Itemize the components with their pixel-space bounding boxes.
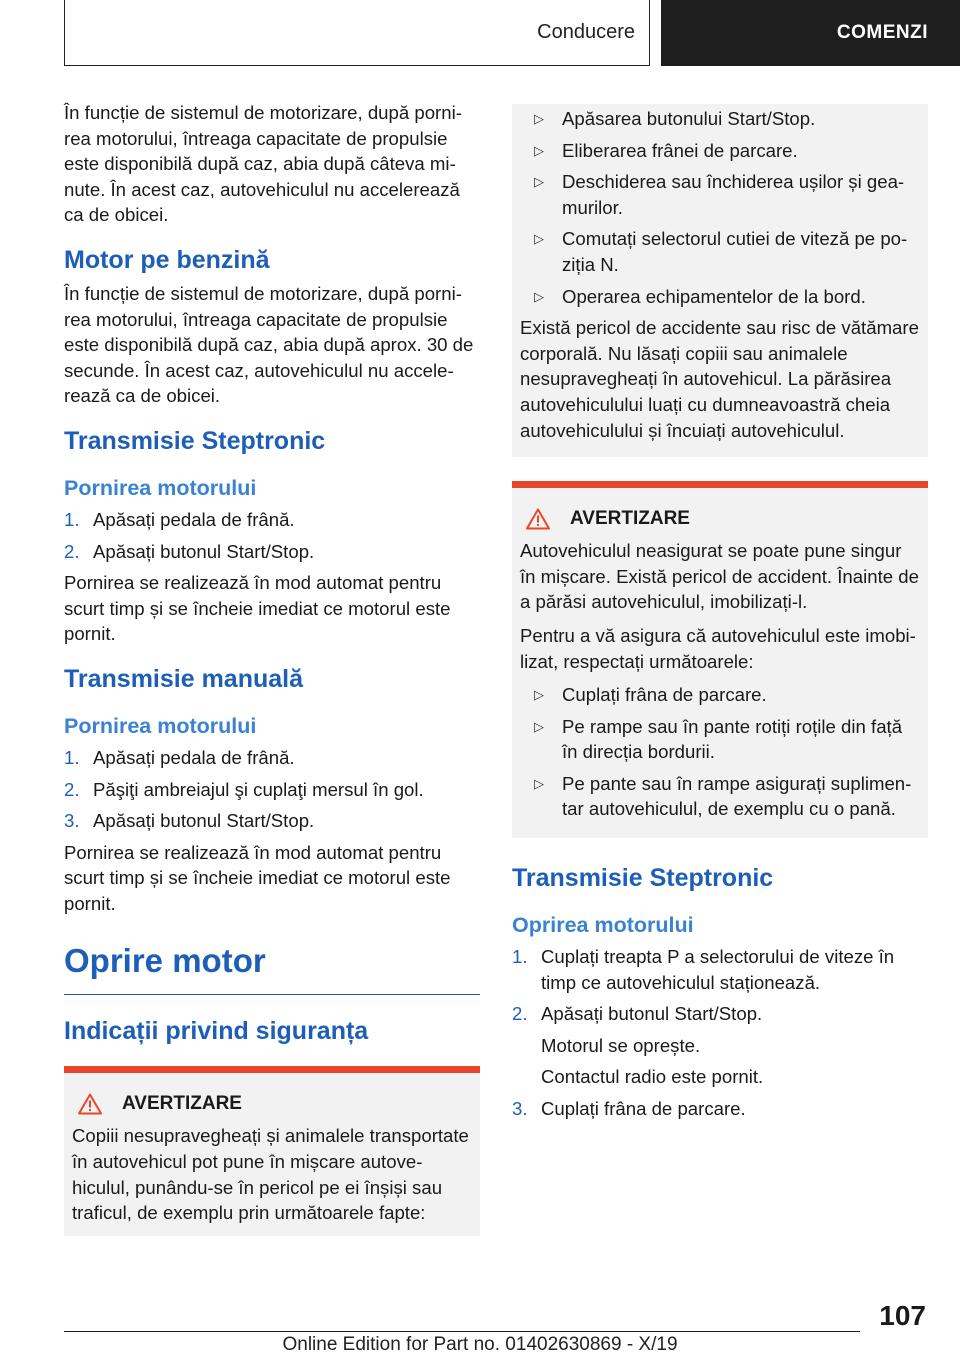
step-result-engine: Motorul se oprește. (541, 1034, 701, 1056)
header-chapter-tab (661, 0, 960, 66)
page-number: 107 (879, 1300, 926, 1331)
list-item: ▷ Pe pante sau în rampe asigurați suplimentar autovehiculul, de exemplu cu o pană. (520, 771, 920, 822)
bullet-triangle-icon: ▷ (534, 687, 544, 703)
list-item: 1. Cuplați treapta P a selectorului de viteze în timp ce autovehiculul staționează. (512, 946, 895, 993)
steptronic-start-note: Pornirea se realizează în mod automat pentru scurt timp și se încheie imediat ce motorul este pornit. (64, 572, 451, 645)
warning-box-unsecured-vehicle (512, 481, 928, 838)
petrol-engine-paragraph: În funcție de sistemul de motorizare, după pornirea motorului, întreaga capacitate de propulsie este disponibilă după caz, abia după aprox. 30 de secunde. În acest caz, autovehiculul nu accelerează ca de obicei. (64, 282, 474, 407)
secure-vehicle-list (520, 682, 920, 822)
warning-text-secure: Pentru a vă asigura că autovehiculul este imobilizat, respectați următoarele: (520, 624, 916, 672)
bullet-triangle-icon: ▷ (534, 111, 544, 126)
list-item: 2. Păşiţi ambreiajul şi cuplaţi mersul în gol. (64, 778, 424, 800)
warning-text: Copiii nesupravegheați și animalele transportate în autovehicul pot pune în mișcare autovehiculul, punându-se în pericol pe ei înșiși sau traficul, de exemplu prin următoarele fapte: (72, 1125, 469, 1224)
steptronic-start-steps (64, 507, 480, 564)
warning-triangle-icon (78, 1093, 102, 1115)
safety-heading: Indicații privind siguranța (64, 1017, 369, 1046)
list-item: ▷ Operarea echipamentelor de la bord. (520, 284, 920, 310)
steptronic-stop-subheading: Oprirea motorului (512, 913, 694, 938)
footer-edition: Online Edition for Part no. 01402630869 - X/19 (282, 1334, 678, 1355)
steptronic-stop-heading: Transmisie Steptronic (512, 864, 774, 893)
intro-paragraph: În funcție de sistemul de motorizare, după pornirea motorului, întreaga capacitate de propulsie este disponibilă după caz, abia după câteva minute. În acest caz, autovehiculul nu accelerează ca de obicei. (64, 102, 462, 226)
warning-header (520, 508, 920, 530)
steptronic-heading: Transmisie Steptronic (64, 426, 326, 455)
warning-label: AVERTIZARE (122, 1093, 242, 1115)
bullet-triangle-icon: ▷ (534, 174, 544, 190)
left-column (64, 100, 480, 1236)
header-chapter-label: COMENZI (836, 22, 928, 43)
steptronic-stop-steps-continued (512, 1096, 928, 1122)
danger-paragraph: Există pericol de accidente sau risc de vătămare corporală. Nu lăsați copiii sau animalele nesupravegheați în autovehicul. La părăsirea autovehiculului luați cu dumneavoastră cheia autovehiculului și încuiați autovehiculul. (520, 317, 919, 441)
bullet-triangle-icon: ▷ (534, 718, 544, 734)
manual-transmission-heading: Transmisie manuală (64, 664, 304, 693)
step-result-radio: Contactul radio este pornit. (541, 1066, 764, 1088)
manual-start-note: Pornirea se realizează în mod automat pentru scurt timp și se încheie imediat ce motorul este pornit. (64, 841, 451, 914)
warning-box-children (64, 1066, 480, 1235)
warning-text: Autovehiculul neasigurat se poate pune singur în mișcare. Există pericol de accident. Înainte de a părăsi autovehiculul, imobilizați-l. (520, 540, 919, 613)
list-item: 1. Apăsați pedala de frână. (64, 508, 295, 530)
manual-start-steps (64, 745, 480, 834)
list-item: 2. Apăsați butonul Start/Stop. (512, 1003, 763, 1025)
manual-start-subheading: Pornirea motorului (64, 713, 257, 738)
list-item: 3. Cuplați frâna de parcare. (512, 1098, 746, 1120)
bullet-triangle-icon: ▷ (534, 231, 544, 247)
warning-triangle-icon (526, 508, 550, 530)
list-item: ▷ Eliberarea frânei de parcare. (520, 138, 920, 164)
header-section-tab (64, 0, 650, 66)
petrol-engine-heading: Motor pe benzină (64, 245, 270, 274)
warning-header (72, 1093, 472, 1115)
warning-box-children-continued (512, 104, 928, 457)
bullet-triangle-icon: ▷ (534, 775, 544, 791)
header-section-label: Conducere (537, 21, 635, 43)
list-item: ▷ Deschiderea sau închiderea ușilor și geamurilor. (520, 169, 920, 220)
list-item: ▷ Comutați selectorul cutiei de viteză pe poziția N. (520, 226, 920, 277)
right-column (512, 104, 928, 1128)
list-item: ▷ Apăsarea butonului Start/Stop. (520, 106, 920, 132)
list-item: ▷ Pe rampe sau în pante rotiți roțile din față în direcția bordurii. (520, 714, 920, 765)
steptronic-start-subheading: Pornirea motorului (64, 475, 257, 500)
list-item: 2. Apăsați butonul Start/Stop. (64, 540, 315, 562)
list-item: 1. Apăsați pedala de frână. (64, 746, 295, 768)
list-item: ▷ Cuplați frâna de parcare. (520, 682, 920, 708)
bullet-triangle-icon: ▷ (534, 142, 544, 158)
bullet-triangle-icon: ▷ (534, 288, 544, 304)
footer-divider (64, 1331, 860, 1332)
dangerous-actions-list (520, 106, 920, 309)
engine-stop-heading: Oprire motor (64, 942, 480, 995)
list-item: 3. Apăsați butonul Start/Stop. (64, 810, 315, 832)
warning-label: AVERTIZARE (570, 508, 690, 530)
steptronic-stop-steps (512, 944, 928, 1027)
